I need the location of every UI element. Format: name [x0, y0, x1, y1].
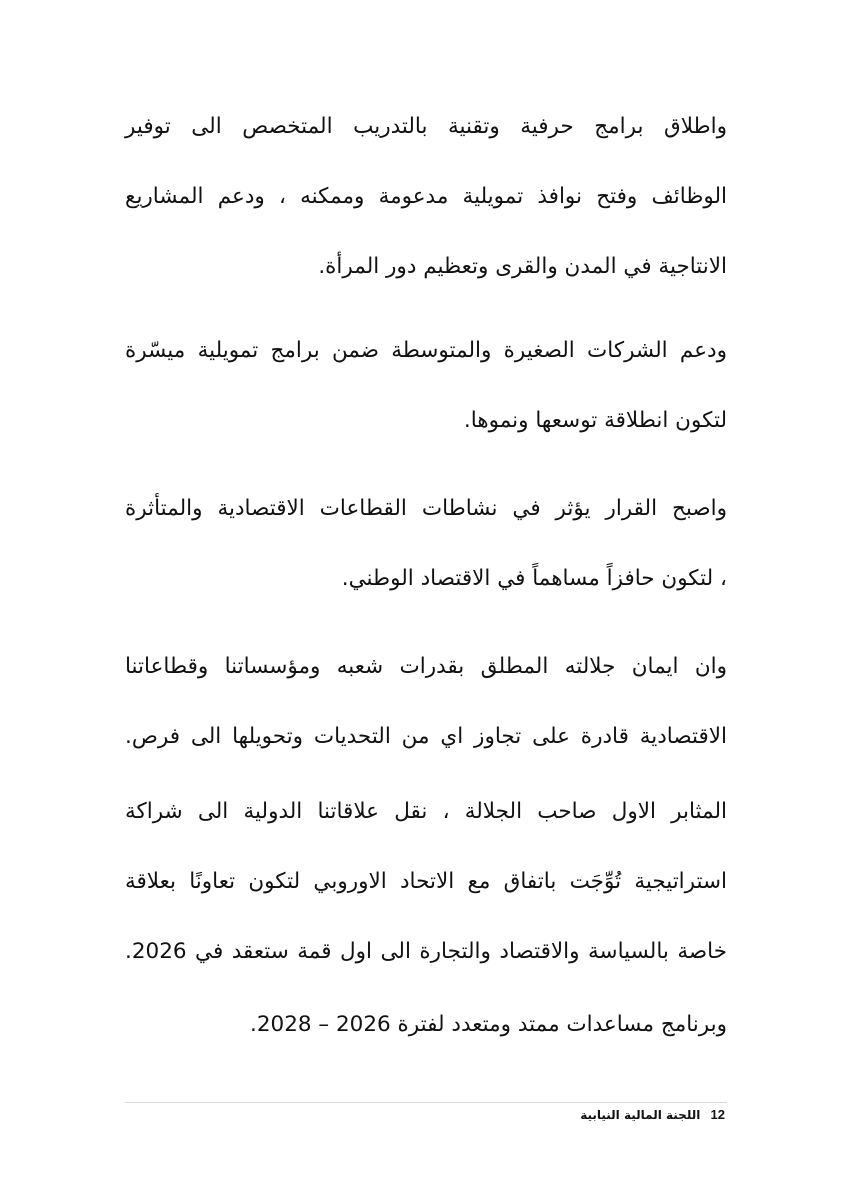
paragraph-5: [125, 777, 727, 987]
committee-name: اللجنة المالية النيابية: [580, 1108, 701, 1122]
paragraph-line: الانتاجية في المدن والقرى وتعظيم دور المرأة.: [318, 254, 727, 279]
paragraph-4: [125, 632, 727, 772]
body-text: [125, 92, 727, 1060]
paragraph-line: خاصة بالسياسة والاقتصاد والتجارة الى اول قمة ستعقد في 2026.: [125, 939, 727, 964]
page-number: 12: [710, 1107, 725, 1122]
paragraph-line: وان ايمان جلالته المطلق بقدرات شعبه ومؤسساتنا وقطاعاتنا: [125, 654, 727, 679]
paragraph-line: ودعم الشركات الصغيرة والمتوسطة ضمن برامج تمويلية ميسّرة: [125, 338, 727, 363]
paragraph-line: واصبح القرار يؤثر في نشاطات القطاعات الاقتصادية والمتأثرة: [125, 496, 727, 521]
paragraph-line: الوظائف وفتح نوافذ تمويلية مدعومة وممكنه ، ودعم المشاريع: [125, 184, 727, 209]
footer-divider: [125, 1102, 727, 1103]
paragraph-line: لتكون انطلاقة توسعها ونموها.: [463, 408, 727, 433]
paragraph-1: [125, 92, 727, 302]
paragraph-line: وبرنامج مساعدات ممتد ومتعدد لفترة 2026 – 2028.: [250, 1012, 727, 1037]
paragraph-2: [125, 316, 727, 456]
paragraph-3: [125, 474, 727, 614]
paragraph-line: ، لتكون حافزاً مساهماً في الاقتصاد الوطني.: [341, 566, 727, 591]
paragraph-6: [125, 990, 727, 1060]
page-footer: [580, 1107, 725, 1122]
paragraph-line: المثابر الاول صاحب الجلالة ، نقل علاقاتنا الدولية الى شراكة: [125, 799, 727, 824]
paragraph-line: استراتيجية تُوِّجَت باتفاق مع الاتحاد الاوروبي لتكون تعاونًا بعلاقة: [125, 869, 727, 894]
paragraph-line: الاقتصادية قادرة على تجاوز اي من التحديات وتحويلها الى فرص.: [125, 724, 727, 749]
paragraph-line: واطلاق برامج حرفية وتقنية بالتدريب المتخصص الى توفير: [125, 114, 727, 139]
